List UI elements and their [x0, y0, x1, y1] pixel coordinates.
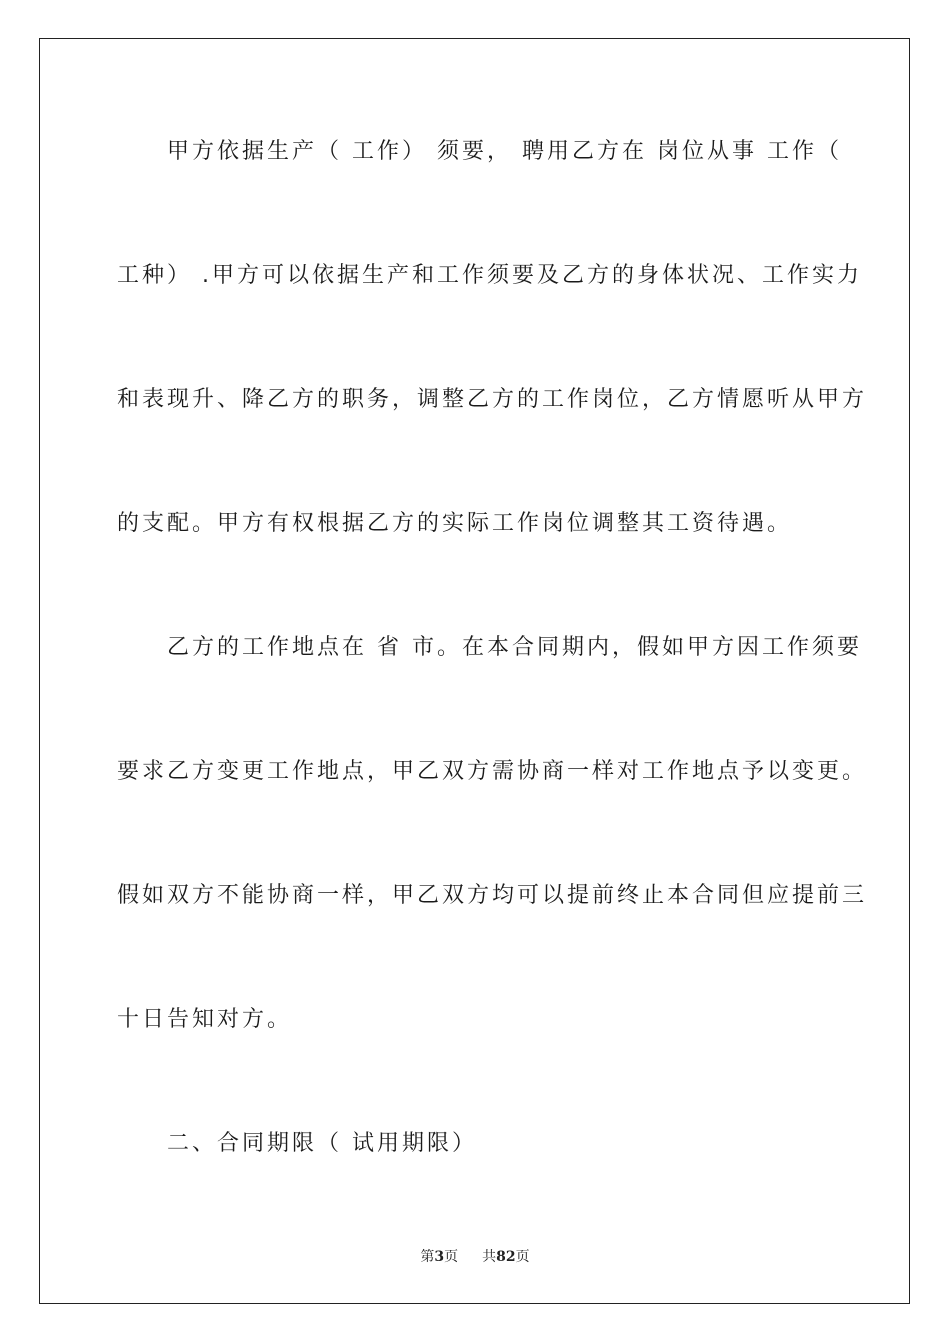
- body-text-line: 乙方的工作地点在 省 市。在本合同期内，假如甲方因工作须要: [117, 635, 862, 660]
- page-unit: 页: [444, 1249, 459, 1265]
- page-number: 3: [434, 1249, 445, 1265]
- total-unit: 页: [515, 1249, 530, 1265]
- body-text-line: 工种） .甲方可以依据生产和工作须要及乙方的身体状况、工作实力: [117, 263, 862, 288]
- body-text-line: 要求乙方变更工作地点，甲乙双方需协商一样对工作地点予以变更。: [117, 759, 868, 784]
- body-text-line: 和表现升、降乙方的职务，调整乙方的工作岗位，乙方情愿听从甲方: [117, 387, 868, 412]
- section-heading: 二、合同期限（ 试用期限）: [117, 1131, 477, 1156]
- page-border: [39, 38, 910, 1304]
- page-footer: [0, 1247, 950, 1267]
- body-text-line: 假如双方不能协商一样，甲乙双方均可以提前终止本合同但应提前三: [117, 883, 868, 908]
- page-prefix: 第: [420, 1249, 435, 1265]
- body-text-line: 甲方依据生产（ 工作） 须要， 聘用乙方在 岗位从事 工作（: [117, 139, 842, 164]
- total-prefix: 共: [482, 1249, 497, 1265]
- body-text-line: 的支配。甲方有权根据乙方的实际工作岗位调整其工资待遇。: [117, 511, 793, 536]
- total-pages: 82: [496, 1249, 516, 1265]
- body-text-line: 十日告知对方。: [117, 1007, 293, 1032]
